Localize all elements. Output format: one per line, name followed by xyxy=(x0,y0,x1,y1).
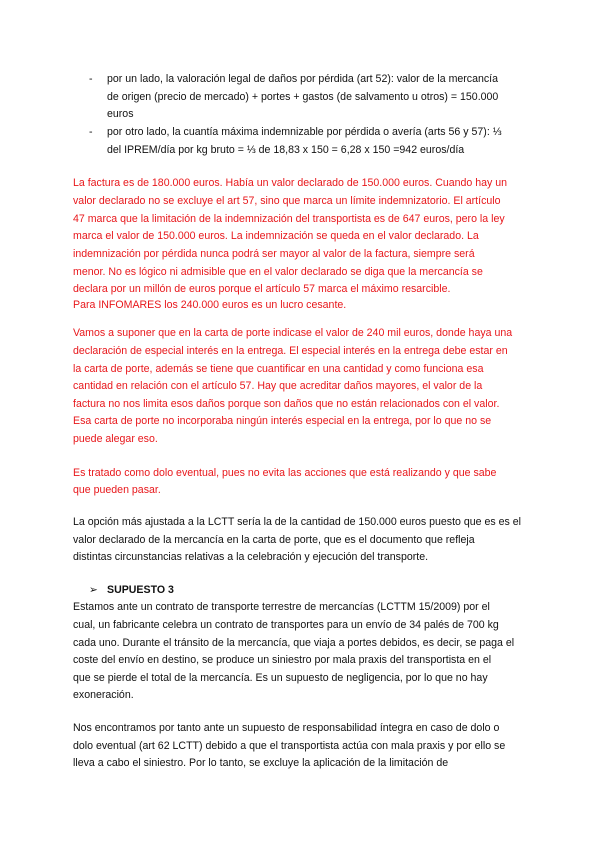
red-paragraph-3-line: Es tratado como dolo eventual, pues no evita las acciones que está realizando y que sabe xyxy=(73,467,497,479)
bullet-1-line-1: por un lado, la valoración legal de daños por pérdida (art 52): valor de la mercancía xyxy=(107,73,499,85)
black-paragraph-2-line: cual, un fabricante celebra un contrato de transportes para un envío de 34 palés de 700 kg xyxy=(73,619,499,631)
bullet-2-line-1: por otro lado, la cuantía máxima indemnizable por pérdida o avería (arts 56 y 57): ⅓ xyxy=(107,126,502,138)
bullet-marker: - xyxy=(89,73,93,85)
red-paragraph-2-line: puede alegar eso. xyxy=(73,433,158,445)
red-paragraph-2-line: Esa carta de porte no incorporaba ningún interés especial en la entrega, por lo que no se xyxy=(73,415,492,427)
black-paragraph-3-line: dolo eventual (art 62 LCTT) debido a que el transportista actúa con mala praxis y por ello se xyxy=(73,740,506,752)
black-paragraph-2-line: coste del envío en destino, se produce un siniestro por mala praxis del transportista en el xyxy=(73,654,492,666)
red-paragraph-2-line: declaración de especial interés en la entrega. El especial interés en la entrega debe estar en xyxy=(73,345,508,357)
red-paragraph-1-line: indemnización por pérdida nunca podrá ser mayor al valor de la factura, siempre será xyxy=(73,248,475,260)
black-paragraph-3-line: Nos encontramos por tanto ante un supuesto de responsabilidad íntegra en caso de dolo o xyxy=(73,722,500,734)
arrow-bullet-icon: ➢ xyxy=(89,584,98,596)
red-paragraph-1-line: 47 marca que la limitación de la indemnización del transportista es de 647 euros, pero la ley xyxy=(73,213,505,225)
red-paragraph-2-line: la carta de porte, además se tiene que cuantificar en una cantidad y como funciona esa xyxy=(73,363,484,375)
black-paragraph-2-line: que se pierde el total de la mercancía. Es un supuesto de negligencia, por lo que no hay xyxy=(73,672,488,684)
black-paragraph-2-line: exoneración. xyxy=(73,689,134,701)
red-paragraph-1-line: valor declarado no se excluye el art 57, sino que marca un límite indemnizatorio. El artículo xyxy=(73,195,501,207)
red-paragraph-2-line: factura no nos limita esos daños porque son daños que no están relacionados con el valor. xyxy=(73,398,500,410)
red-paragraph-1-line: declara por un millón de euros porque el artículo 57 marca el máximo resarcible. xyxy=(73,283,451,295)
red-paragraph-2-line: cantidad en relación con el artículo 57. Hay que acreditar daños mayores, el valor de la xyxy=(73,380,483,392)
black-paragraph-2-line: cada uno. Durante el tránsito de la mercancía, que viaja a portes debidos, es decir, se paga el xyxy=(73,637,515,649)
red-paragraph-2-line: Vamos a suponer que en la carta de porte indicase el valor de 240 mil euros, donde haya una xyxy=(73,327,513,339)
black-paragraph-3-line: lleva a cabo el siniestro. Por lo tanto, se excluye la aplicación de la limitación de xyxy=(73,757,449,769)
red-paragraph-1-line: Para INFOMARES los 240.000 euros es un lucro cesante. xyxy=(73,299,347,311)
section-heading: SUPUESTO 3 xyxy=(107,584,174,596)
red-paragraph-1-line: marca el valor de 150.000 euros. La indemnización se queda en el valor declarado. La xyxy=(73,230,479,242)
bullet-marker: - xyxy=(89,126,93,138)
bullet-1-line-2: de origen (precio de mercado) + portes + gastos (de salvamento u otros) = 150.000 xyxy=(107,91,499,103)
bullet-2-line-2: del IPREM/día por kg bruto = ⅓ de 18,83 x 150 = 6,28 x 150 =942 euros/día xyxy=(107,144,465,156)
bullet-1-line-3: euros xyxy=(107,108,134,120)
black-paragraph-1-line: valor declarado de la mercancía en la carta de porte, que es el documento que refleja xyxy=(73,534,475,546)
red-paragraph-1-line: menor. No es lógico ni admisible que en el valor declarado se diga que la mercancía se xyxy=(73,266,483,278)
red-paragraph-3-line: que pueden pasar. xyxy=(73,484,161,496)
black-paragraph-1-line: La opción más ajustada a la LCTT sería la de la cantidad de 150.000 euros puesto que es es el xyxy=(73,516,521,528)
black-paragraph-1-line: distintas circunstancias relativas a la celebración y ejecución del transporte. xyxy=(73,551,429,563)
black-paragraph-2-line: Estamos ante un contrato de transporte terrestre de mercancías (LCTTM 15/2009) por el xyxy=(73,601,490,613)
red-paragraph-1-line: La factura es de 180.000 euros. Había un valor declarado de 150.000 euros. Cuando hay un xyxy=(73,177,508,189)
